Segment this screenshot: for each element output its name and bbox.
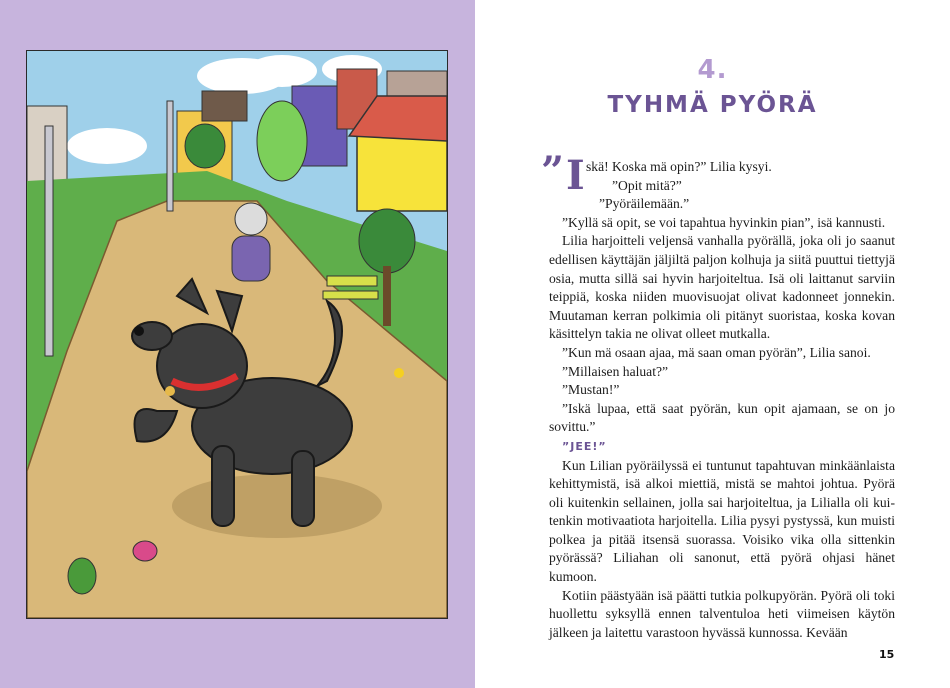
paragraph-8: ”Mustan!”	[562, 382, 620, 398]
paragraph-3: ”Pyöräilemään.”	[599, 196, 690, 212]
chapter-number: 4.	[697, 55, 728, 85]
paragraph-shout	[549, 437, 895, 457]
shout-text: ”JEE!”	[562, 439, 607, 453]
paragraph-9: ”Iskä lupaa, että saat pyörän, kun opit ajamaan, se on jo sovittu.”	[549, 400, 895, 435]
dog-illustration	[26, 50, 448, 619]
chapter-body	[541, 148, 895, 642]
illustration-art	[27, 51, 447, 618]
page-number: 15	[879, 648, 895, 661]
dropcap-block	[541, 148, 585, 199]
chapter-title: TYHMÄ PYÖRÄ	[607, 92, 818, 118]
paragraph-text: skä! Koska mä opin?” Lilia kysyi.	[586, 159, 772, 174]
paragraph-2: ”Opit mitä?”	[612, 177, 682, 193]
opening-quote: ”	[541, 148, 565, 195]
right-page	[475, 0, 950, 688]
paragraph-4: ”Kyllä sä opit, se voi tapahtua hyvinkin pian”, isä kannusti.	[562, 214, 886, 230]
paragraph-5: Lilia harjoitteli veljensä vanhalla pyörällä, joka oli jo saanut edellisen käyttäjän jäljiltä paljon kolhuja ja siitä puuttui tiettyjä osia, mutta sillä sai hyvin harjoiteltua. Isä oli laittanut sarviin teippiä, koska niiden muovisuojat olivat kadonneet jonnekin. Muutaman kerran polkimia oli pitänyt suoristaa, koska kovan käsittelyn takia ne olivat olleet mutkalla.	[549, 233, 895, 342]
paragraph-11: Kotiin päästyään isä päätti tutkia polkupyörän. Pyörä oli toki huollettu syksyllä ennen talventuloa heti viimeisen käytön jälkeen ja laitettu varastoon hyvässä kunnossa. Kevään	[549, 587, 895, 640]
paragraph-6: ”Kun mä osaan ajaa, mä saan oman pyörän”, Lilia sanoi.	[562, 344, 871, 360]
paragraph-7: ”Millaisen haluat?”	[562, 363, 669, 379]
dropcap-letter: I	[566, 152, 585, 199]
paragraph-10: Kun Lilian pyöräilyssä ei tuntunut tapahtuvan minkäänlaista kehittymistä, isä alkoi miettiä, mistä se mahtoi johtua. Pyörä oli kuitenkin sellainen, jolla sai harjoiteltua, ja Lilialla oli kuitenkin motivaatiota harjoitella. Lilia pysyi pystyssä, kun muisti polkea ja pitää itsensä suorassa. Voisiko vika olla sittenkin pyörässä? Liliahan oli sanonut, että pyörä ohjasi hänet kumoon.	[549, 457, 895, 585]
